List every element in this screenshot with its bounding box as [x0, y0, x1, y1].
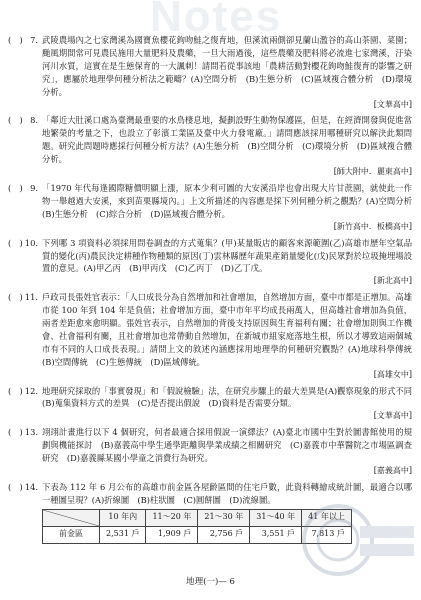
- question-text: 翊翊計畫進行以下 4 個研究，何者最適合採用假說一演繹法？: [42, 427, 273, 438]
- question-list: [8, 34, 421, 547]
- question-options: (A)甲乙丙 (B)甲丙戊 (C)乙丙丁 (D)乙丁戊。: [83, 263, 268, 274]
- answer-bracket[interactable]: ( ): [8, 115, 23, 126]
- question-number: 7.: [30, 35, 38, 45]
- page-footer: 地理(一)— 6: [186, 577, 235, 587]
- question-12: [8, 385, 421, 424]
- table-header-cell: 10 年內: [100, 509, 146, 526]
- table-cell: 3,551 戶: [250, 526, 302, 543]
- question-options: (A)空間分析 (B)生態分析 (C)區域複合體分析 (D)環境分析。: [42, 73, 412, 97]
- question-number: 13.: [24, 427, 38, 438]
- question-source: [文華高中]: [373, 99, 412, 109]
- table-header-cell: 31～40 年: [250, 509, 302, 526]
- question-8: [8, 114, 412, 179]
- question-11: [8, 291, 421, 381]
- answer-bracket[interactable]: ( ): [8, 35, 23, 45]
- question-options: (A)空間分析 (B)生態分析 (C)綜合分析 (D)區域複合體分析。: [42, 195, 421, 219]
- question-number: 9.: [30, 182, 38, 193]
- question-text: 戶政司長張姓官表示：「人口成長分為自然增加和社會增加，自然增加方面，臺中市都是正增加。高雄市從 100 年到 104 年是負值；社會增加方面，臺中市年平均成長兩萬人，但高雄社會增加為負值，兩者差距愈來愈明顯。張姓官表示，自然增加的背後支持原因與生育福利有關；社會增加則與工作機會、社會福利有關，且社會增加也常帶動自然增加，在新城市組家庭落地生根，所以才導致這兩個城市有不同的人口成長表現。」請問上文的敘述內涵應採用地理學的何種研究觀點？: [42, 292, 412, 354]
- question-source: [新竹高中．板橋高中]: [333, 221, 412, 231]
- question-options: (A)生態分析 (B)空間分析 (C)環境分析 (D)區域複合體分析。: [42, 141, 412, 165]
- question-number: 14.: [24, 481, 38, 492]
- question-7: [8, 34, 412, 111]
- answer-bracket[interactable]: ( ): [8, 292, 23, 303]
- question-source: [嘉義高中]: [373, 466, 412, 475]
- question-source: [師大附中．麗東高中]: [333, 167, 412, 177]
- table-header-cell: 41 年以上: [302, 509, 352, 526]
- table-corner-cell: [43, 509, 100, 526]
- question-source: [新北高中]: [373, 276, 412, 286]
- table-header-cell: 21～30 年: [198, 509, 250, 526]
- question-options: (A)臺北市國中生對於圖書館使用的規劃與機能探討 (B)嘉義高中學生通學距離與學業成績之相關研究 (C)嘉義市中華醫院之市場區調查研究 (D)嘉義縣某國小學童之消費行為研究。: [42, 427, 412, 464]
- question-text: 「1970 年代每逢國際糖價明顯上漲，原本少利可圖的大安溪沿岸也會出現大片甘蔗園，就使此一作物一舉越過大安溪，來到苗栗縣境內。」上文所描述的內容應是採下列何種分析之觀點？: [42, 182, 412, 206]
- publisher-logo-icon: [298, 500, 416, 580]
- question-number: 8.: [30, 115, 38, 126]
- question-number: 10.: [24, 237, 38, 248]
- answer-bracket[interactable]: ( ): [8, 237, 23, 248]
- question-source: [高雄女中]: [373, 369, 412, 379]
- table-header-cell: 11～20 年: [146, 509, 198, 526]
- question-9: [8, 182, 421, 234]
- question-text: 武陵農場內之七家灣溪為國寶魚櫻花鉤吻鮭之復育地，但溪流兩側卻見蘭山濫谷的高山茶園、菜園；颱風期間常可見農民施用大量肥料及農藥，一旦大雨過後，這些農藥及肥料將必流進七家灣溪，汙染河川水質，這實在是生態保育的一大諷刺！請問若從事該地「農耕活動對櫻花鉤吻鮭復育的影響之研究」，應屬於地理學何種分析法之範疇？: [42, 35, 412, 84]
- notes-watermark: Notes: [150, 0, 283, 41]
- question-text: 「鄰近大肚溪口處為臺灣最重要的水鳥棲息地，擬劃設野生動物保護區，但是，在經濟開發與促進當地繁榮的考量之下，也設立了彰濱工業區及臺中火力發電廠。」請問應該採用哪種研究以解決此類問題。研究此問題時應採行何種分析方法？: [42, 115, 412, 152]
- table-cell: 1,909 戶: [146, 526, 198, 543]
- question-number: 12.: [24, 385, 38, 396]
- table-cell: 2,531 戶: [100, 526, 146, 543]
- question-options: (A)折線圖 (B)柱狀圖 (C)圓餅圖 (D)流線圖。: [91, 494, 276, 505]
- question-10: [8, 237, 412, 289]
- table-cell: 7,813 戶: [302, 526, 352, 543]
- table-cell: 2,756 戶: [198, 526, 250, 543]
- question-options: (A)觀察現象的形式不同 (B)蒐集資料方式的差異 (C)是否提出假說 (D)資料是否需要分類。: [42, 385, 421, 409]
- question-options: (A)地球科學傳統 (B)空間傳統 (C)生態傳統 (D)區域傳統。: [42, 343, 421, 367]
- question-source: [文華高中]: [373, 411, 412, 421]
- question-text: 地理研究採取的「事實發現」和「假說檢驗」法，在研究步驟上的最大差異是: [42, 385, 325, 396]
- answer-bracket[interactable]: ( ): [8, 182, 23, 193]
- question-text: 下列哪 3 項資料必須採用問卷調查的方式蒐集？(甲)某量販店的顧客來源範圍(乙)高雄市歷年空氣品質的變化(丙)農民決定耕種作物種類的原因(丁)雲林縣歷年蔬果產銷量變化(戊)民眾對於垃圾掩埋場設置的意見。: [42, 237, 412, 274]
- question-text: 下表為 112 年 6 月公布的高雄市前金區各屋齡區間的住宅戶數，此資料轉繪成統計圖，最適合以哪一種圖呈現？: [42, 481, 412, 505]
- answer-bracket[interactable]: ( ): [8, 385, 23, 396]
- question-13: [8, 426, 412, 478]
- answer-bracket[interactable]: ( ): [8, 427, 23, 438]
- answer-bracket[interactable]: ( ): [8, 481, 23, 492]
- question-number: 11.: [24, 292, 38, 303]
- table-row-label: 前金區: [43, 526, 100, 543]
